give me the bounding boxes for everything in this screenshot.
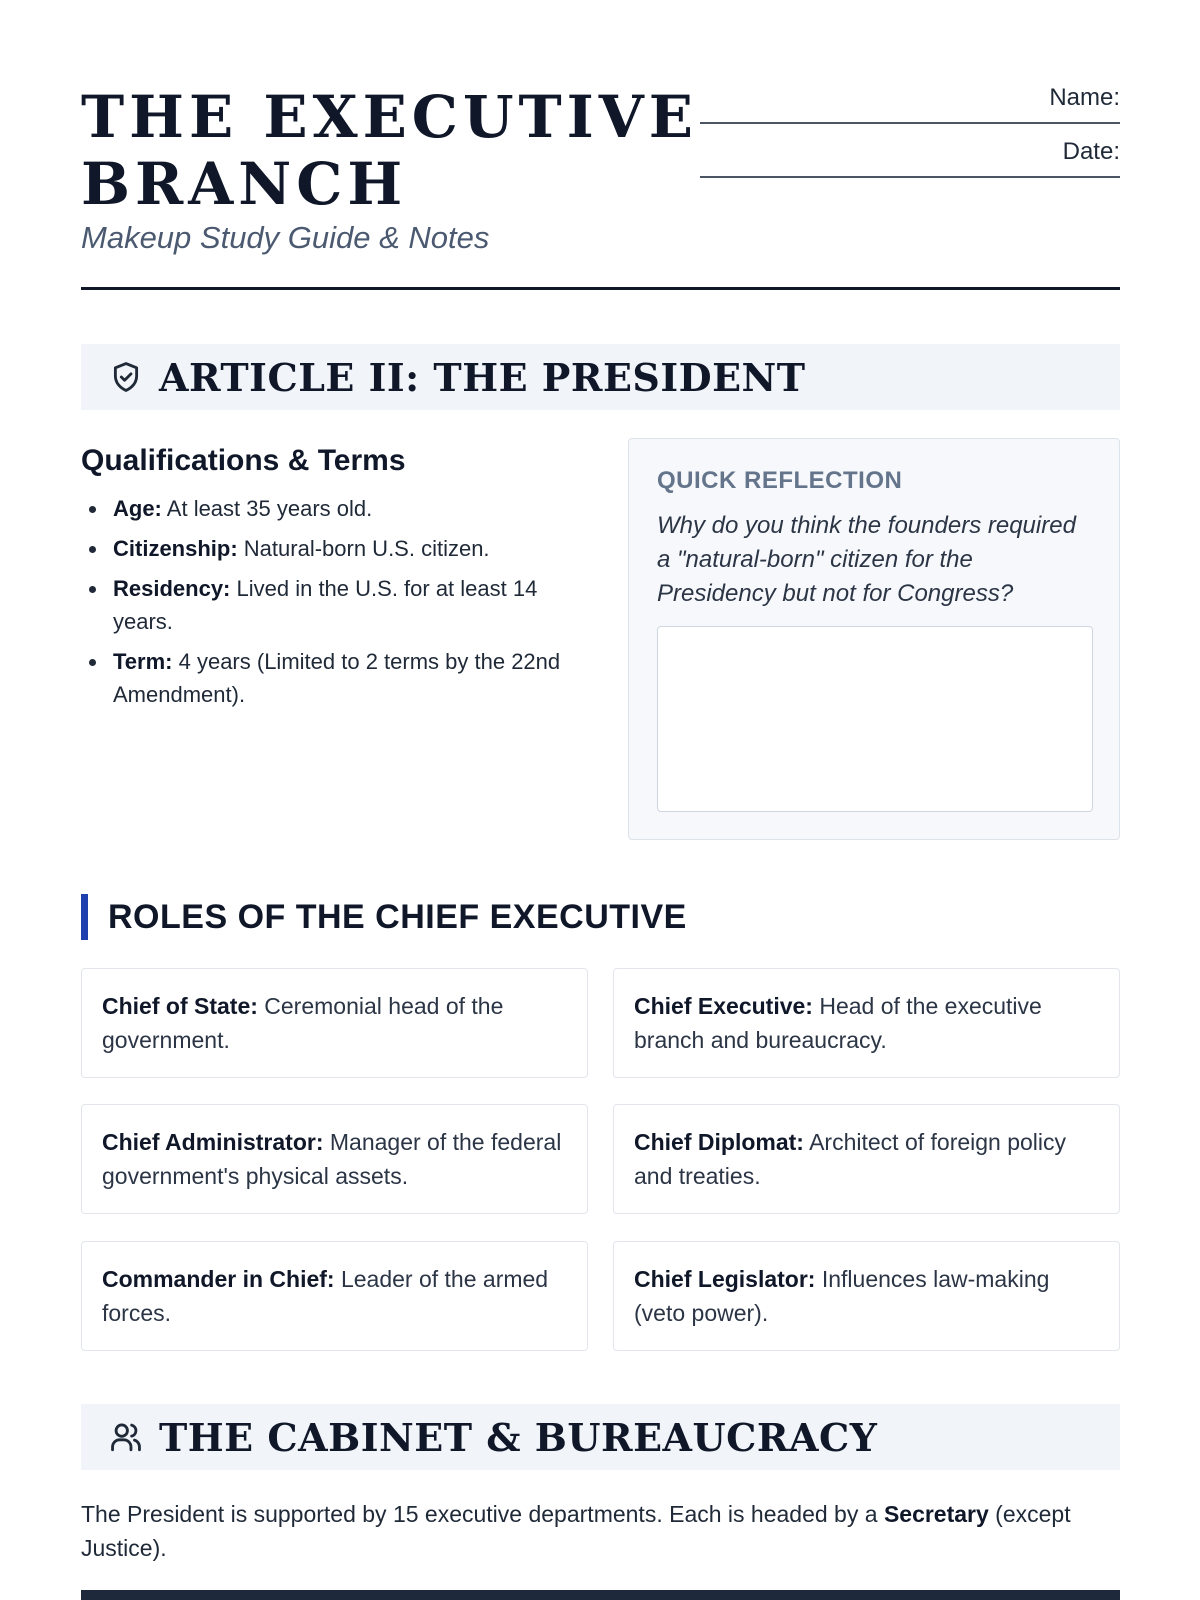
role-text: Head of the executive branch and bureaucracy.: [634, 993, 1042, 1053]
reflection-question: Why do you think the founders required a "natural-born" citizen for the Presidency but not for Congress?: [657, 512, 1076, 607]
role-label: Chief Diplomat:: [634, 1129, 804, 1155]
role-card-chief-executive: [613, 968, 1120, 1078]
cabinet-title: THE CABINET & BUREAUCRACY: [159, 1414, 878, 1460]
shield-check-icon: [109, 360, 143, 394]
list-item: [81, 492, 591, 525]
qual-label-citizenship: Citizenship:: [113, 536, 238, 561]
role-card-chief-administrator: [81, 1104, 588, 1214]
qualifications-list: [81, 492, 591, 711]
role-text: Architect of foreign policy and treaties.: [634, 1129, 1067, 1189]
role-label: Commander in Chief:: [102, 1266, 335, 1292]
qual-text-residency: Lived in the U.S. for at least 14 years.: [113, 576, 538, 634]
role-text: Manager of the federal government's physical assets.: [102, 1129, 562, 1189]
role-card-commander-in-chief: [81, 1241, 588, 1351]
qual-text-term: 4 years (Limited to 2 terms by the 22nd Amendment).: [113, 649, 561, 707]
accent-bar: [81, 894, 88, 940]
role-label: Chief Administrator:: [102, 1129, 324, 1155]
name-field-line[interactable]: [700, 122, 1120, 124]
reflection-answer-area[interactable]: [657, 626, 1093, 812]
role-text: Leader of the armed forces.: [102, 1266, 549, 1326]
reflection-title: QUICK REFLECTION: [657, 467, 903, 494]
cabinet-section-header: [81, 1404, 1120, 1470]
list-item: [81, 645, 591, 711]
list-item: [81, 572, 591, 638]
cabinet-text-bold: Secretary: [883, 1501, 989, 1527]
student-fields: [700, 84, 1120, 192]
header: [81, 84, 1120, 290]
role-label: Chief Executive:: [634, 993, 813, 1019]
qualifications-title: Qualifications & Terms: [81, 444, 406, 477]
date-field-line[interactable]: [700, 176, 1120, 178]
qual-text-citizenship: Natural-born U.S. citizen.: [237, 536, 490, 561]
page-subtitle: Makeup Study Guide & Notes: [81, 220, 490, 255]
users-icon: [109, 1420, 143, 1454]
cabinet-description: [81, 1497, 1120, 1565]
bottom-dark-bar: [81, 1590, 1120, 1600]
role-label: Chief Legislator:: [634, 1266, 816, 1292]
article-ii-section-header: [81, 344, 1120, 410]
quick-reflection-box: [628, 438, 1120, 840]
list-item: [81, 532, 591, 565]
role-text: Influences law-making (veto power).: [634, 1266, 1050, 1326]
qual-label-residency: Residency:: [113, 576, 231, 601]
qual-text-age: At least 35 years old.: [161, 496, 373, 521]
role-card-chief-diplomat: [613, 1104, 1120, 1214]
role-text: Ceremonial head of the government.: [102, 993, 504, 1053]
roles-section-header: [81, 894, 687, 940]
qual-label-term: Term:: [113, 649, 173, 674]
title-line-2: BRANCH: [81, 150, 408, 218]
role-card-chief-legislator: [613, 1241, 1120, 1351]
cabinet-text-start: The President is supported by 15 executive departments. Each is headed by a: [81, 1501, 884, 1527]
roles-title: ROLES OF THE CHIEF EXECUTIVE: [108, 897, 687, 936]
role-card-chief-of-state: [81, 968, 588, 1078]
page-title: [81, 84, 701, 218]
article-ii-title: ARTICLE II: THE PRESIDENT: [159, 354, 806, 400]
role-label: Chief of State:: [102, 993, 258, 1019]
cabinet-text-end: (except Justice).: [81, 1501, 1071, 1561]
qual-label-age: Age:: [113, 496, 162, 521]
header-divider: [81, 287, 1120, 290]
name-label: Name:: [1049, 84, 1120, 111]
date-label: Date:: [1062, 138, 1120, 165]
title-line-1: THE EXECUTIVE: [81, 83, 699, 151]
qualifications-section: [81, 444, 591, 718]
